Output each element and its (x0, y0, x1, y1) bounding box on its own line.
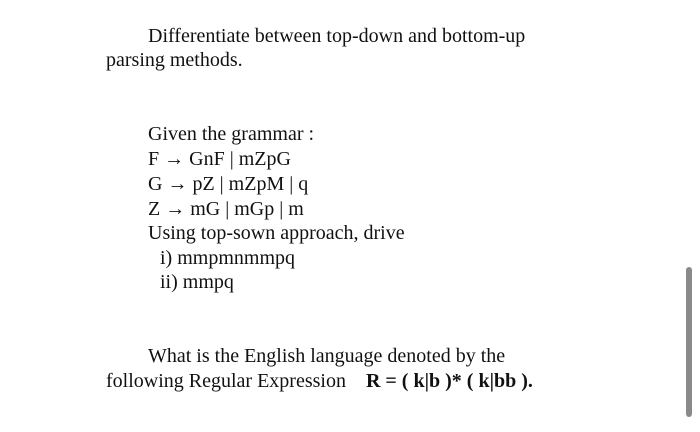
question-3-line-2 (106, 369, 533, 393)
grammar-rule-z: Z → mG | mGp | m (148, 198, 304, 220)
derivation-instruction: Using top-sown approach, drive (148, 222, 405, 244)
question-1-line-1: Differentiate between top-down and bottom-up (148, 25, 526, 47)
grammar-rule-f: F → GnF | mZpG (148, 148, 291, 170)
question-3-line-1: What is the English language denoted by the (148, 345, 506, 367)
grammar-intro: Given the grammar : (148, 123, 315, 145)
question-1-line-2: parsing methods. (106, 49, 243, 71)
regular-expression: R = ( k|b )* ( k|bb ). (365, 370, 533, 392)
vertical-scrollbar[interactable] (686, 267, 692, 417)
derivation-item-1: i) mmpmnmmpq (160, 247, 295, 269)
derivation-item-2: ii) mmpq (160, 271, 234, 293)
grammar-rule-g: G → pZ | mZpM | q (148, 173, 309, 195)
regex-prefix-text: following Regular Expression (106, 370, 346, 392)
